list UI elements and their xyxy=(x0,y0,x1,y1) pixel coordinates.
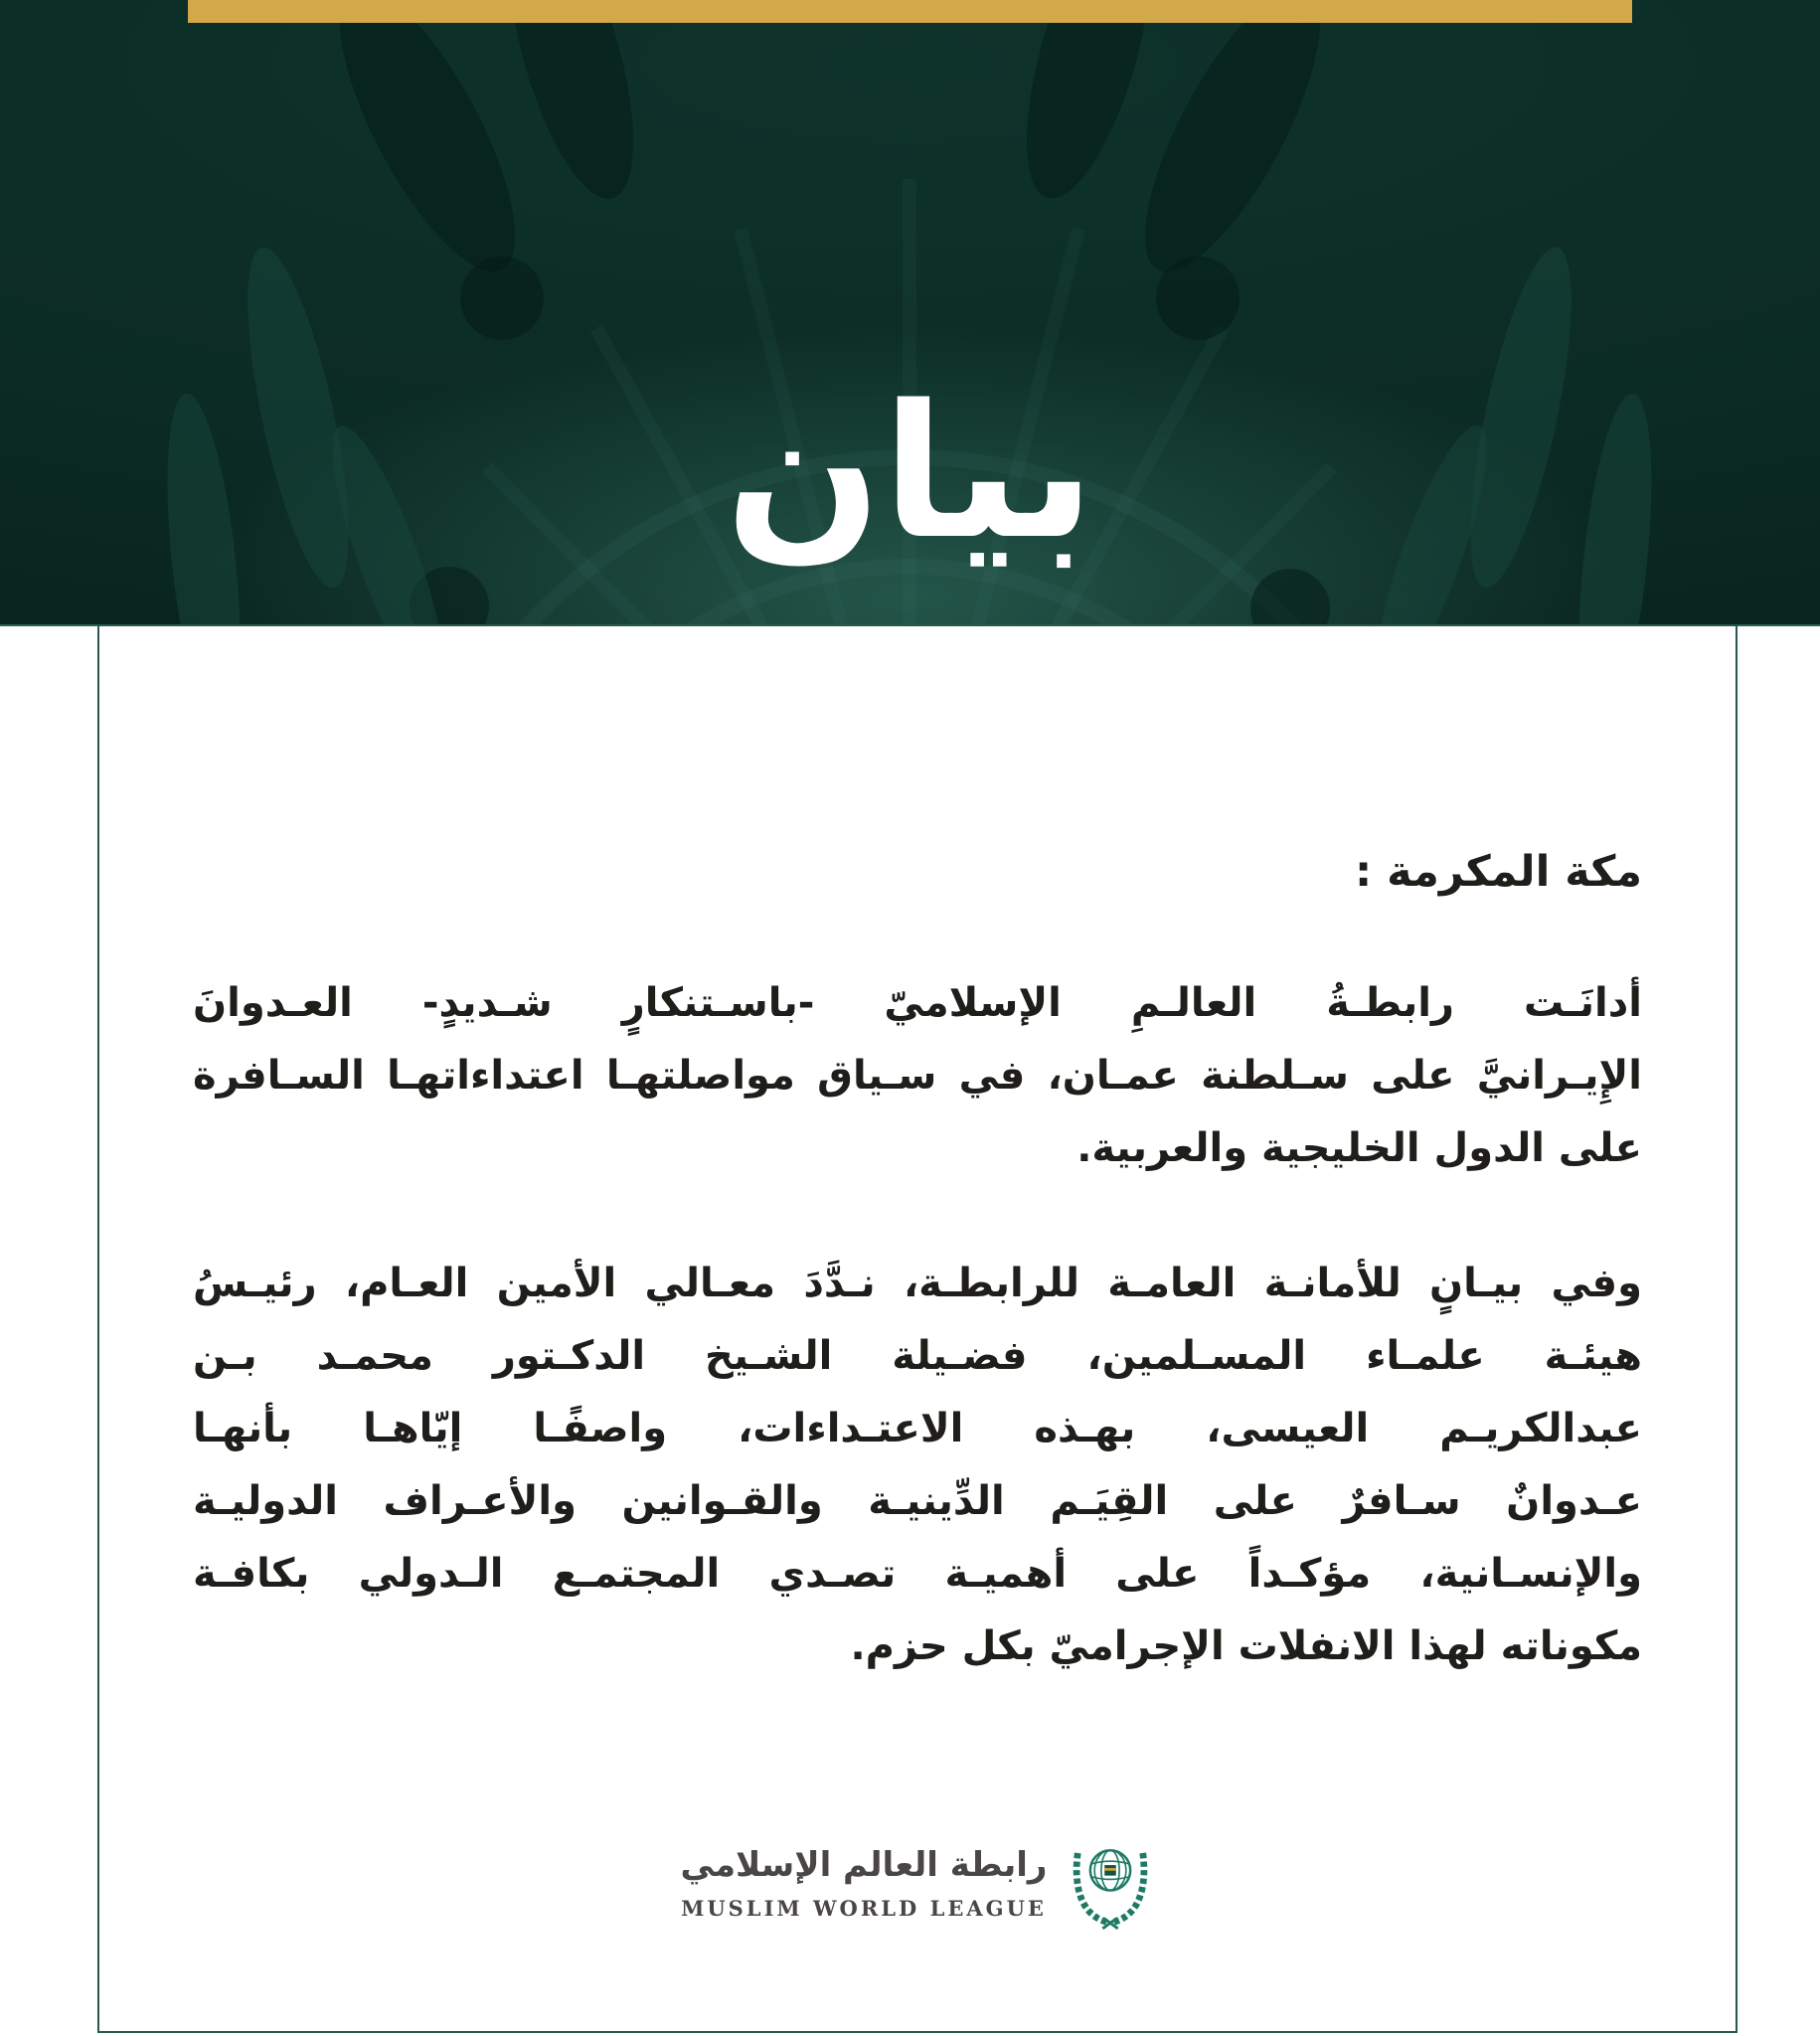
statement-line: وفي بيـانٍ للأمانـة العامـة للرابطـة، نـدَّدَ معـالي الأمين العـام، رئيـسُ xyxy=(193,1261,1642,1306)
gold-accent-bar xyxy=(188,0,1632,23)
statement-title-calligraphy: بيان xyxy=(725,365,1095,580)
statement-line: على الدول الخليجية والعربية. xyxy=(1076,1125,1642,1171)
statement-line: عـدوانٌ سـافرٌ على القِيَـم الدِّينيـة والقـوانين والأعـراف الدوليـة xyxy=(193,1478,1642,1524)
statement-line: والإنسـانية، مؤكـداً على أهميـة تصـدي المجتمـع الـدولي بكافـة xyxy=(193,1551,1642,1597)
header-banner xyxy=(0,0,1820,626)
statement-line: الإِيـرانيَّ على سـلطنة عمـان، في سـياق مواصلتهـا اعتداءاتهـا السـافرة xyxy=(193,1053,1642,1099)
mwl-logo-text xyxy=(681,1836,1048,1922)
paragraph-2 xyxy=(193,1248,1642,1683)
statement-line: مكوناته لهذا الانفلات الإجراميّ بكل حزم. xyxy=(850,1623,1642,1669)
paragraph-1 xyxy=(193,967,1642,1185)
mwl-english-name: MUSLIM WORLD LEAGUE xyxy=(681,1896,1047,1921)
statement-line: أدانَـت رابطـةُ العالـمِ الإسلاميّ -باسـتنكارٍ شـديدٍ- العـدوانَ xyxy=(193,980,1642,1026)
statement-line: عبدالكريـم العيسى، بهـذه الاعتـداءات، واصفًـا إيّاهـا بأنهـا xyxy=(193,1406,1642,1451)
mwl-logo xyxy=(99,1827,1739,1931)
statement-line: هيئـة علمـاء المسـلمين، فضـيلة الشـيخ الدكـتور محمـد بـن xyxy=(193,1333,1642,1379)
mwl-arabic-name: رابطة العالم الإسلامي xyxy=(680,1845,1048,1885)
statement-card xyxy=(97,624,1737,2033)
mwl-emblem-icon xyxy=(1063,1827,1158,1931)
location-heading: مكة المكرمة : xyxy=(1354,847,1642,897)
